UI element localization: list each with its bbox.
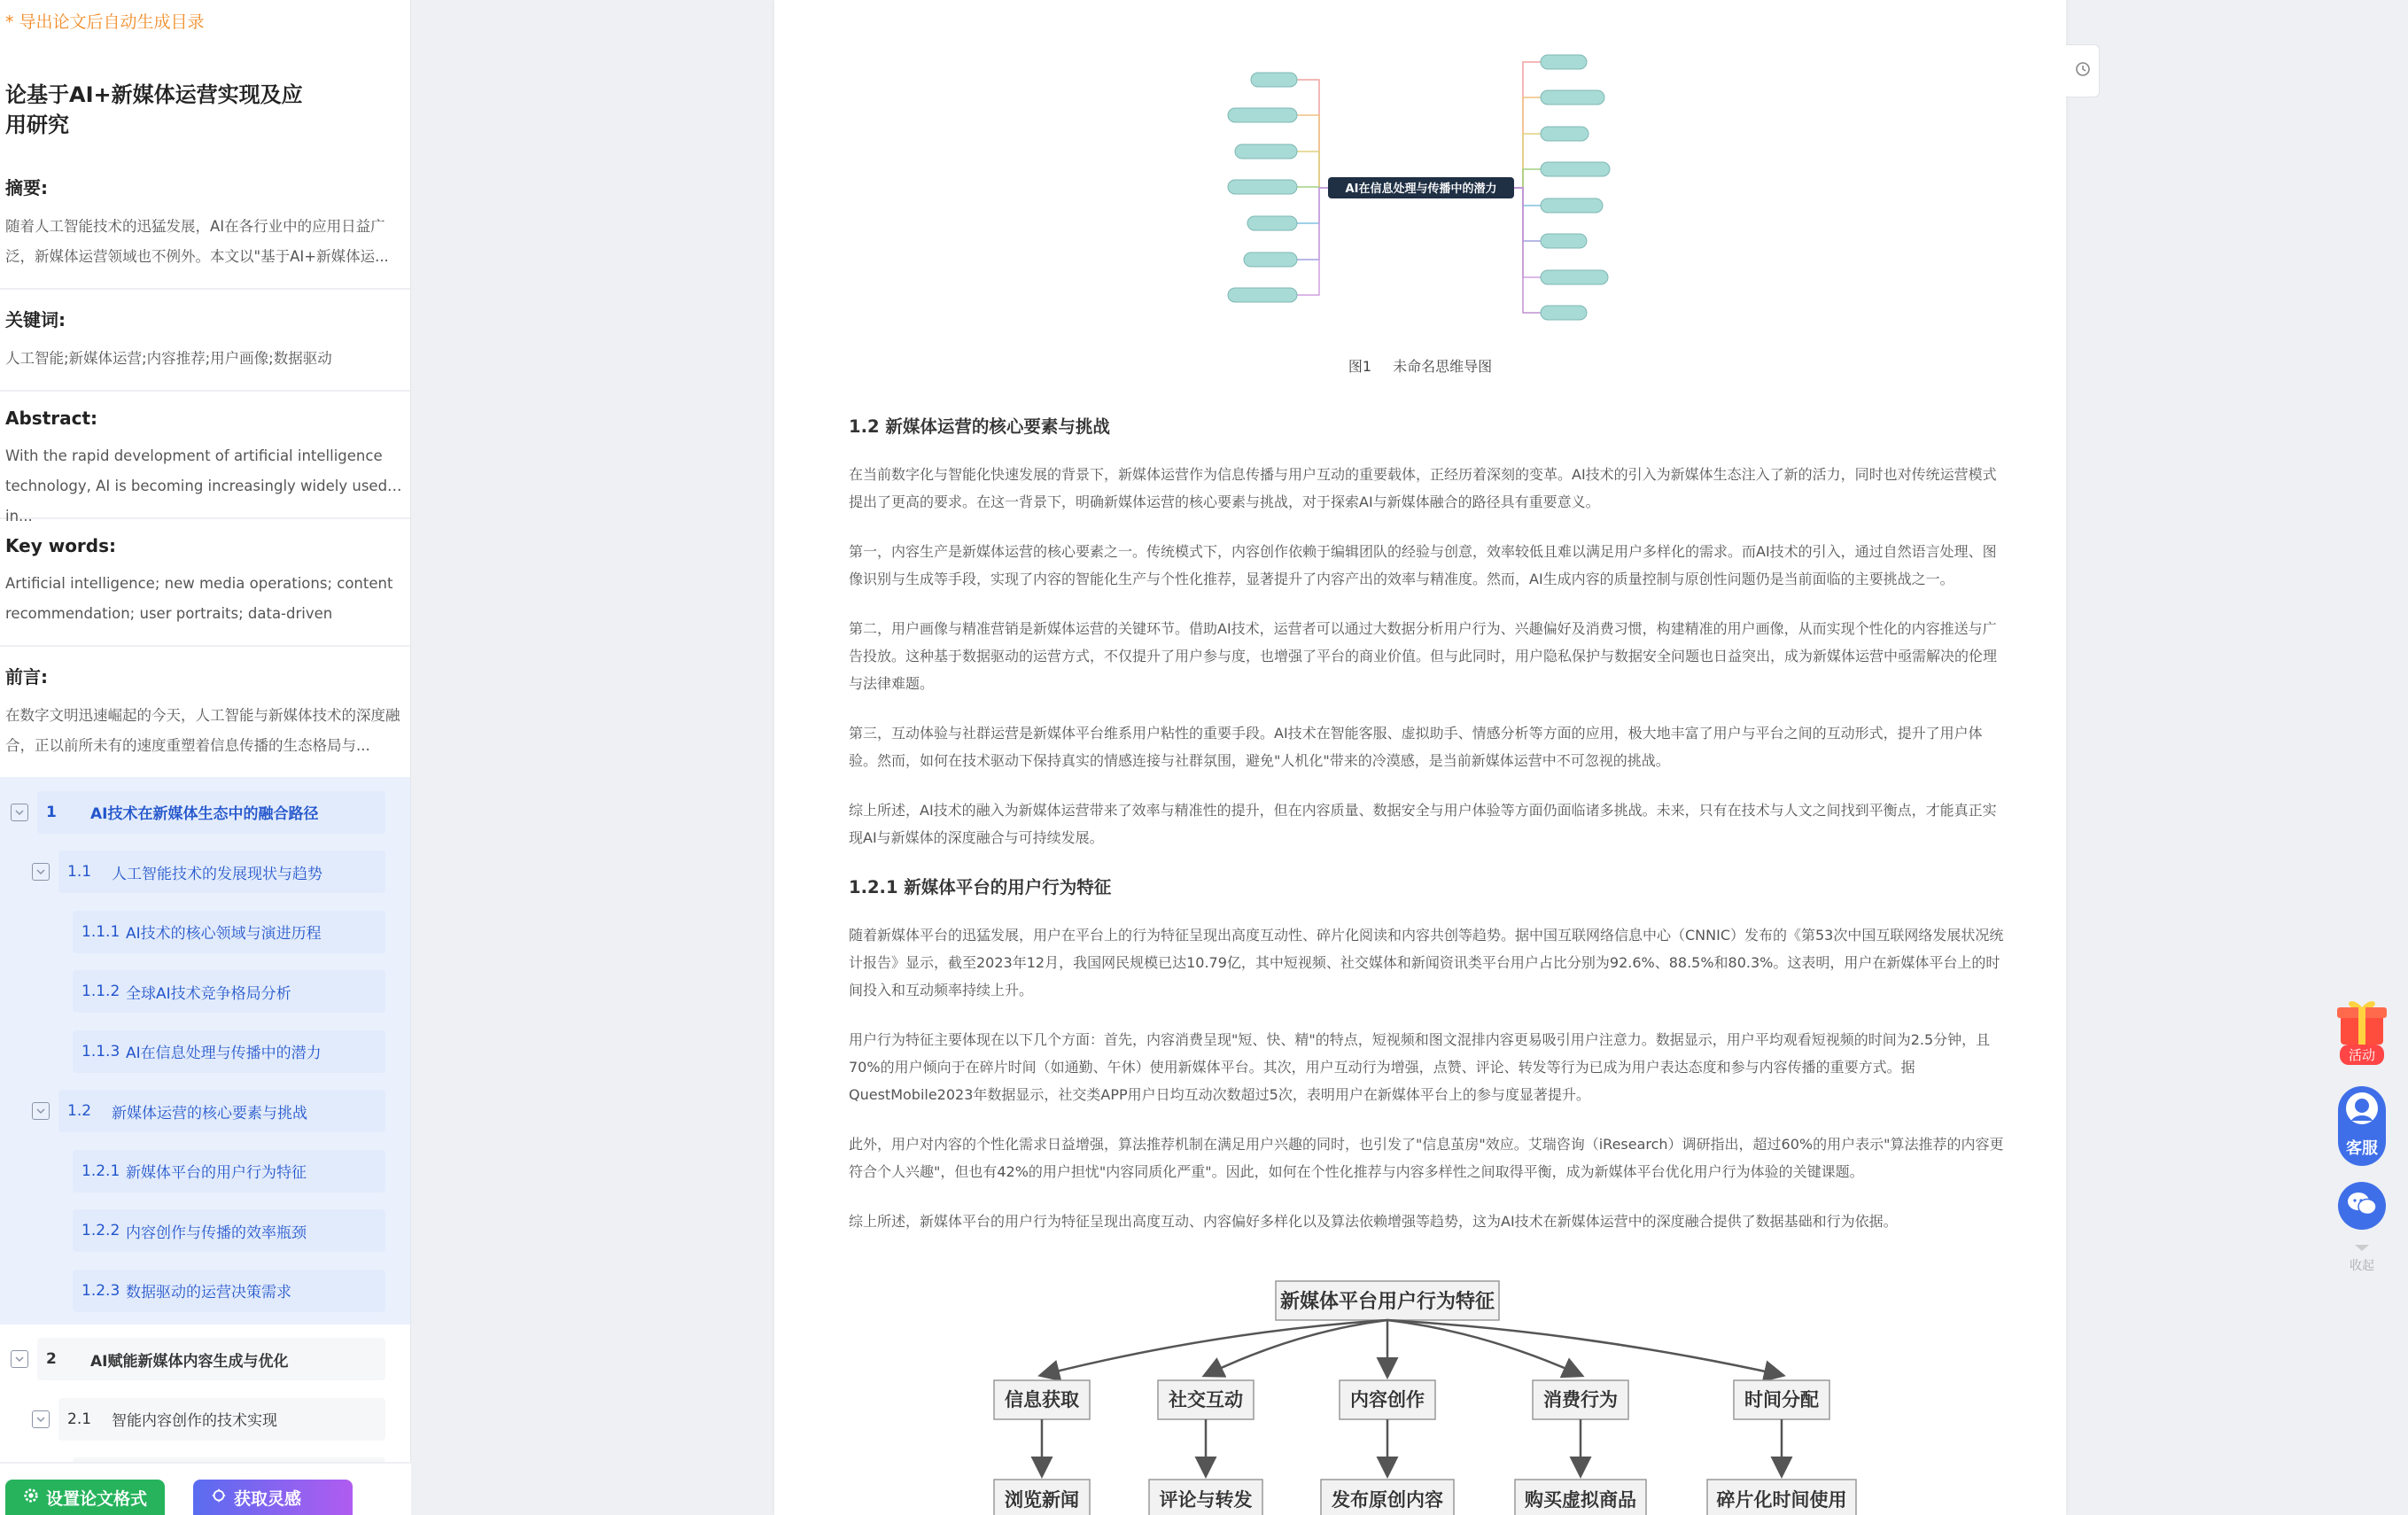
- mindmap-figure[interactable]: [774, 0, 2066, 337]
- toc-number: 1.1.1: [82, 922, 120, 941]
- flowchart-figure[interactable]: [774, 1267, 2066, 1515]
- toc-label: 新媒体平台的用户行为特征: [126, 1164, 307, 1183]
- section-preview: With the rapid development of artificial intelligence technology, AI is becoming increasingly widely used in...: [5, 447, 388, 524]
- mindmap-node: [1247, 216, 1297, 230]
- toc-entry[interactable]: [58, 1090, 385, 1132]
- collapse-label: 收起: [2350, 1259, 2374, 1273]
- mindmap-link: [1514, 188, 1541, 313]
- avatar-icon: [2344, 1091, 2380, 1130]
- paragraph[interactable]: 综上所述，新媒体平台的用户行为特征呈现出高度互动、内容偏好多样化以及算法依赖增强等趋势，这为AI技术在新媒体运营中的深度融合提供了数据基础和行为依据。: [849, 1213, 1898, 1230]
- flowchart-node-label: 评论与转发: [1159, 1489, 1253, 1511]
- floating-widgets: [2328, 997, 2396, 1274]
- toc-number: 1.2.3: [82, 1281, 120, 1300]
- service-label: 客服: [2346, 1139, 2378, 1158]
- flowchart-node-label: 碎片化时间使用: [1716, 1489, 1847, 1511]
- sidebar-footer: [0, 1462, 411, 1515]
- flowchart-node-label: 时间分配: [1744, 1389, 1819, 1410]
- flowchart-node-label: 浏览新闻: [1005, 1489, 1079, 1511]
- mindmap-node: [1235, 144, 1297, 159]
- toc-number: 1.1.2: [82, 983, 120, 1001]
- section-heading: 摘要:: [5, 177, 48, 198]
- toc-label: AI赋能新媒体内容生成与优化: [90, 1352, 289, 1371]
- toc-entry[interactable]: [73, 1209, 385, 1252]
- collapse-button[interactable]: [2350, 1242, 2374, 1274]
- toc-item[interactable]: [0, 1389, 410, 1449]
- mindmap-link: [1514, 188, 1541, 277]
- flowchart-arrow: [1387, 1320, 1782, 1375]
- section-preview: 在数字文明迅速崛起的今天，人工智能与新媒体技术的深度融合，正以前所未有的速度重塑着信息传播的生态格局与...: [5, 707, 400, 754]
- activity-button[interactable]: [2335, 997, 2389, 1065]
- mindmap-node: [1541, 55, 1587, 69]
- mindmap-link: [1514, 169, 1541, 188]
- toc-label: 人工智能技术的发展现状与趋势: [112, 865, 322, 883]
- toc-entry[interactable]: [73, 1150, 385, 1193]
- mindmap-node: [1541, 306, 1587, 320]
- flowchart-node-label: 发布原创内容: [1332, 1489, 1443, 1511]
- toc-entry[interactable]: [37, 1338, 385, 1380]
- abstract-cn-section[interactable]: [0, 158, 410, 290]
- mindmap-node: [1541, 198, 1603, 213]
- section-preview: 人工智能;新媒体运营;内容推荐;用户画像;数据驱动: [5, 350, 332, 367]
- paper-page: [774, 0, 2066, 1515]
- spark-icon: [211, 1488, 227, 1508]
- toc-label: 数据驱动的运营决策需求: [126, 1284, 291, 1302]
- chevron-down-icon[interactable]: [32, 1410, 50, 1428]
- toc-item[interactable]: [0, 1141, 410, 1201]
- figure-title: 未命名思维导图: [1393, 358, 1493, 375]
- paper-body: [849, 413, 2009, 1257]
- figure-caption: [774, 355, 2066, 376]
- toc-item[interactable]: [0, 962, 410, 1022]
- mindmap-node: [1228, 288, 1297, 302]
- toc-number: 1.2: [67, 1102, 92, 1121]
- toc-item[interactable]: [0, 902, 410, 962]
- preface-section[interactable]: [0, 647, 410, 777]
- wechat-button[interactable]: [2338, 1182, 2386, 1230]
- section-heading: Key words:: [5, 535, 117, 556]
- flowchart-root-label: 新媒体平台用户行为特征: [1279, 1291, 1495, 1313]
- history-button[interactable]: [2066, 44, 2100, 97]
- figure-number: 图1: [1348, 358, 1372, 375]
- toc-item[interactable]: [0, 843, 410, 903]
- toc-entry[interactable]: [73, 1030, 385, 1073]
- section-preview: 随着人工智能技术的迅猛发展，AI在各行业中的应用日益广泛，新媒体运营领域也不例外。本文以"基于AI+新媒体运...: [5, 218, 389, 265]
- toc-entry[interactable]: [73, 970, 385, 1013]
- mindmap-node: [1541, 270, 1608, 284]
- mindmap-node: [1541, 90, 1604, 105]
- toc-number: 2.1: [67, 1410, 92, 1428]
- mindmap-link: [1514, 188, 1541, 206]
- chevron-down-icon[interactable]: [32, 1102, 50, 1120]
- toc-entry[interactable]: [58, 1398, 385, 1441]
- chevron-down-icon[interactable]: [11, 1350, 28, 1368]
- flowchart-node-label: 内容创作: [1350, 1389, 1425, 1410]
- toc-chapter-1: [0, 777, 410, 1325]
- mindmap-node: [1541, 162, 1610, 176]
- paragraph[interactable]: 第一，内容生产是新媒体运营的核心要素之一。传统模式下，内容创作依赖于编辑团队的经验与创意，效率较低且难以满足用户多样化的需求。而AI技术的引入，通过自然语言处理、图像识别与生成等手段，实现了内容的智能化生产与个性化推荐，显著提升了内容产出的效率与精准度。然而，AI生成内容的质量控制与原创性问题仍是当前面临的主要挑战之一。: [849, 543, 1997, 587]
- paragraph[interactable]: 综上所述，AI技术的融入为新媒体运营带来了效率与精准性的提升，但在内容质量、数据安全与用户体验等方面仍面临诸多挑战。未来，只有在技术与人文之间找到平衡点，才能真正实现AI与新媒体的深度融合与可持续发展。: [849, 802, 1997, 846]
- paragraph[interactable]: 随着新媒体平台的迅猛发展，用户在平台上的行为特征呈现出高度互动性、碎片化阅读和内容共创等趋势。据中国互联网络信息中心（CNNIC）发布的《第53次中国互联网络发展状况统计报告》显示，截至2023年12月，我国网民规模已达10.79亿，其中短视频、社交媒体和新闻资讯类平台用户占比分别为92.6%、88.5%和80.3%。这表明，用户在新媒体平台上的时间投入和互动频率持续上升。: [849, 927, 2004, 998]
- format-settings-button[interactable]: [5, 1480, 165, 1515]
- paragraph[interactable]: 此外，用户对内容的个性化需求日益增强，算法推荐机制在满足用户兴趣的同时，也引发了"信息茧房"效应。艾瑞咨询（iResearch）调研指出，超过60%的用户表示"算法推荐的内容更符合个人兴趣"，但也有42%的用户担忧"内容同质化严重"。因此，如何在个性化推荐与内容多样性之间取得平衡，成为新媒体平台优化用户行为体验的关键课题。: [849, 1136, 2004, 1180]
- toc-notice: * 导出论文后自动生成目录: [5, 12, 205, 32]
- toc-label: AI技术在新媒体生态中的融合路径: [90, 805, 319, 824]
- mindmap-node: [1244, 252, 1297, 267]
- toc-entry[interactable]: [73, 1270, 385, 1312]
- toc-item[interactable]: [0, 782, 410, 843]
- abstract-en-section[interactable]: [0, 392, 410, 524]
- chevron-down-icon[interactable]: [32, 863, 50, 881]
- paragraph[interactable]: 第二，用户画像与精准营销是新媒体运营的关键环节。借助AI技术，运营者可以通过大数据分析用户行为、兴趣偏好及消费习惯，构建精准的用户画像，从而实现个性化的内容推送与广告投放。这种基于数据驱动的运营方式，不仅提升了用户参与度，也增强了平台的商业价值。但与此同时，用户隐私保护与数据安全问题也日益突出，成为新媒体运营中亟需解决的伦理与法律难题。: [849, 620, 1998, 692]
- toc-number: 2: [46, 1350, 57, 1369]
- mindmap-node: [1228, 108, 1297, 122]
- toc-label: AI在信息处理与传播中的潜力: [126, 1045, 322, 1063]
- toc-entry[interactable]: [73, 911, 385, 953]
- chevron-down-icon: [2354, 1242, 2370, 1256]
- history-icon: [2074, 60, 2092, 82]
- toc-label: 全球AI技术竞争格局分析: [126, 984, 291, 1003]
- format-settings-label: 设置论文格式: [46, 1488, 148, 1509]
- toc-number: 1.2.1: [82, 1162, 120, 1180]
- gift-icon: [2335, 997, 2389, 1050]
- section-heading: 前言:: [5, 666, 48, 688]
- keywords-en-section[interactable]: [0, 519, 410, 647]
- toc-number: 1.2.2: [82, 1222, 120, 1240]
- toc-item[interactable]: [0, 1330, 410, 1390]
- toc-entry[interactable]: [58, 851, 385, 893]
- mindmap-link: [1297, 152, 1328, 188]
- toc-entry[interactable]: [37, 791, 385, 834]
- section-preview: Artificial intelligence; new media operations; content recommendation; user portraits; data-driven: [5, 575, 393, 622]
- section-heading: Abstract:: [5, 408, 98, 429]
- mindmap-link: [1514, 97, 1541, 188]
- paper-title[interactable]: 论基于AI+新媒体运营实现及应用研究: [5, 82, 303, 137]
- toc-number: 1: [46, 803, 57, 821]
- flowchart-node-label: 信息获取: [1005, 1389, 1079, 1410]
- mindmap-link: [1514, 134, 1541, 188]
- mindmap-link: [1297, 80, 1328, 188]
- section-heading-1-2[interactable]: 1.2 新媒体运营的核心要素与挑战: [849, 416, 1110, 437]
- chevron-down-icon[interactable]: [11, 804, 28, 821]
- flowchart-node-label: 消费行为: [1543, 1389, 1618, 1410]
- flowchart-node-label: 购买虚拟商品: [1525, 1489, 1636, 1511]
- paragraph[interactable]: 第三，互动体验与社群运营是新媒体平台维系用户粘性的重要手段。AI技术在智能客服、虚拟助手、情感分析等方面的应用，极大地丰富了用户与平台之间的互动形式，提升了用户体验。然而，如何在技术驱动下保持真实的情感连接与社群氛围，避免"人机化"带来的冷漠感，是当前新媒体运营中不可忽视的挑战。: [849, 725, 1983, 769]
- mindmap-center-label: AI在信息处理与传播中的潜力: [1345, 183, 1497, 196]
- mindmap-node: [1541, 127, 1589, 141]
- toc-item[interactable]: [0, 1201, 410, 1262]
- toc-item[interactable]: [0, 1082, 410, 1142]
- toc-item[interactable]: [0, 1022, 410, 1082]
- keywords-cn-section[interactable]: [0, 290, 410, 392]
- mindmap-link: [1514, 188, 1541, 241]
- toc-label: 智能内容创作的技术实现: [112, 1412, 277, 1431]
- gear-icon: [23, 1488, 39, 1508]
- get-inspiration-label: 获取灵感: [234, 1488, 302, 1509]
- toc-number: 1.1.3: [82, 1042, 120, 1060]
- mindmap-link: [1297, 188, 1328, 223]
- toc-label: AI技术的核心领域与演进历程: [126, 925, 322, 944]
- toc-label: 新媒体运营的核心要素与挑战: [112, 1104, 307, 1123]
- outline-sidebar: [0, 0, 411, 1515]
- section-heading: 关键词:: [5, 309, 66, 330]
- activity-label: 活动: [2340, 1045, 2384, 1065]
- mindmap-link: [1297, 188, 1328, 295]
- toc-number: 1.1: [67, 863, 92, 882]
- section-heading-1-2-1[interactable]: 1.2.1 新媒体平台的用户行为特征: [849, 877, 1112, 897]
- wechat-icon: [2346, 1191, 2378, 1221]
- mindmap-node: [1541, 234, 1587, 248]
- customer-service-button[interactable]: [2338, 1086, 2386, 1166]
- toc-item[interactable]: [0, 1261, 410, 1321]
- mindmap-node: [1251, 73, 1297, 87]
- mindmap-node: [1228, 180, 1297, 194]
- get-inspiration-button[interactable]: [193, 1480, 353, 1515]
- toc-label: 内容创作与传播的效率瓶颈: [126, 1224, 307, 1242]
- paragraph[interactable]: 用户行为特征主要体现在以下几个方面：首先，内容消费呈现"短、快、精"的特点，短视频和图文混排内容更易吸引用户注意力。数据显示，用户平均观看短视频的时间为2.5分钟，且70%的用户倾向于在碎片时间（如通勤、午休）使用新媒体平台。其次，用户互动行为增强，点赞、评论、转发等行为已成为用户表达态度和参与内容传播的重要方式。据QuestMobile2023年数据显示，社交类APP用户日均互动次数超过5次，表明用户在新媒体平台上的参与度显著提升。: [849, 1031, 1991, 1103]
- flowchart-node-label: 社交互动: [1169, 1389, 1243, 1410]
- paragraph[interactable]: 在当前数字化与智能化快速发展的背景下，新媒体运营作为信息传播与用户互动的重要载体，正经历着深刻的变革。AI技术的引入为新媒体生态注入了新的活力，同时也对传统运营模式提出了更高的要求。在这一背景下，明确新媒体运营的核心要素与挑战，对于探索AI与新媒体融合的路径具有重要意义。: [849, 466, 1997, 510]
